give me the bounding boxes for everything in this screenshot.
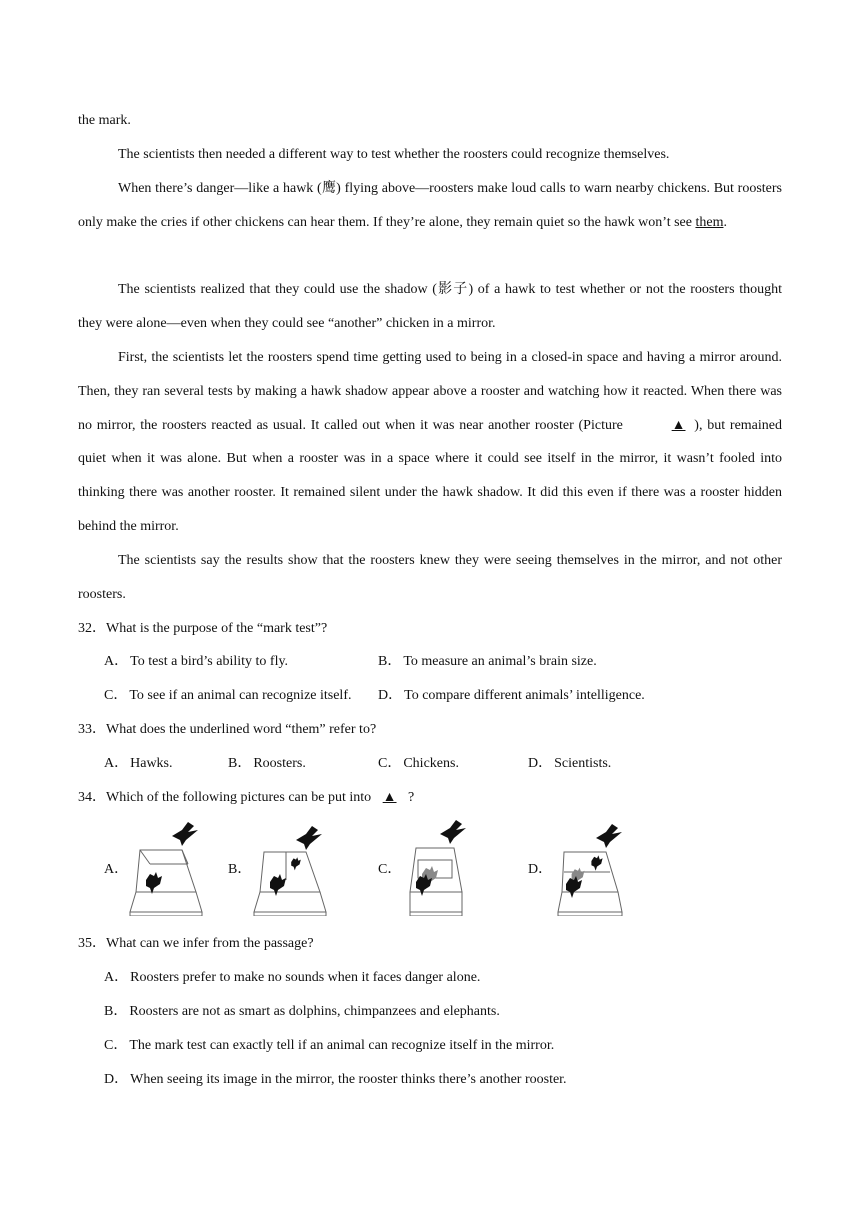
q32-option-b[interactable]	[378, 652, 597, 672]
q35-option-b[interactable]	[104, 1002, 500, 1022]
question-35	[78, 934, 314, 954]
box-enclosure	[130, 850, 202, 916]
rooster-silhouette-icon	[591, 855, 602, 870]
option-letter: C．	[378, 862, 402, 877]
question-number: 34．	[78, 790, 106, 805]
paragraph-4-text-end: ), but remained quiet when it was alone. But when a rooster was in a space where it could see itself in the mirror, it wasn’t fooled into thinking there was another rooster. It remained silent under the hawk shadow. It did this even if there was a rooster hidden behind the mirror.	[78, 417, 782, 534]
option-text: Chickens.	[403, 756, 459, 771]
question-34	[78, 788, 414, 808]
hawk-silhouette-icon	[172, 822, 198, 846]
q35-option-d[interactable]	[104, 1070, 567, 1090]
picture-d	[550, 820, 630, 916]
option-text: To measure an animal’s brain size.	[403, 654, 597, 669]
q34-option-a[interactable]	[104, 820, 214, 916]
option-letter: D．	[528, 756, 553, 771]
passage-paragraph-4	[78, 341, 782, 544]
q35-option-c[interactable]	[104, 1036, 554, 1056]
paragraph-2-end: .	[723, 214, 727, 230]
option-text: Roosters prefer to make no sounds when it faces danger alone.	[130, 970, 481, 985]
question-text: What is the purpose of the “mark test”?	[106, 621, 328, 636]
option-letter: A．	[104, 654, 129, 669]
question-32	[78, 619, 327, 639]
paragraph-4-text: First, the scientists let the roosters spend time getting used to being in a closed-in space and having a mirror around. Then, they ran several tests by making a hawk shadow appear above a rooster and watching how it reacted. When there was no mirror, the roosters reacted as usual. It called out when it was near another rooster (Picture	[78, 350, 782, 433]
q32-option-d[interactable]	[378, 686, 645, 706]
q34-option-c[interactable]	[378, 820, 488, 916]
option-letter: B．	[378, 654, 402, 669]
option-letter: D．	[528, 862, 553, 877]
q32-option-a[interactable]	[104, 652, 288, 672]
rooster-silhouette-icon	[146, 872, 162, 894]
picture-b	[250, 820, 330, 916]
picture-c	[400, 820, 480, 916]
option-text: To see if an animal can recognize itself.	[129, 688, 352, 703]
q33-option-d[interactable]	[528, 754, 611, 774]
picture-blank-mark: ▲	[671, 417, 686, 433]
passage-paragraph-3: The scientists realized that they could use the shadow (影子) of a hawk to test whether or not the roosters thought they were alone—even when they could see “another” chicken in a mirror.	[78, 282, 782, 331]
box-enclosure	[254, 852, 326, 916]
question-tail: ?	[408, 790, 415, 805]
question-text: What can we infer from the passage?	[106, 936, 314, 951]
option-text: Roosters.	[253, 756, 306, 771]
option-letter: C．	[104, 688, 128, 703]
question-number: 32．	[78, 621, 106, 636]
q34-option-b[interactable]	[228, 820, 338, 916]
option-text: The mark test can exactly tell if an animal can recognize itself in the mirror.	[129, 1038, 555, 1053]
question-number: 33．	[78, 722, 106, 737]
option-letter: B．	[228, 756, 252, 771]
option-letter: D．	[378, 688, 403, 703]
option-text: Scientists.	[554, 756, 612, 771]
hawk-silhouette-icon	[296, 826, 322, 850]
option-text: To test a bird’s ability to fly.	[130, 654, 289, 669]
question-text: Which of the following pictures can be put into	[106, 790, 372, 805]
option-letter: C．	[104, 1038, 128, 1053]
option-letter: B．	[228, 862, 252, 877]
option-letter: A．	[104, 756, 129, 771]
q32-option-c[interactable]	[104, 686, 351, 706]
q33-option-c[interactable]	[378, 754, 459, 774]
option-letter: A．	[104, 862, 129, 877]
option-text: Hawks.	[130, 756, 173, 771]
picture-a	[126, 820, 206, 916]
rooster-silhouette-icon	[291, 857, 301, 870]
paragraph-2-text: When there’s danger—like a hawk (鹰) flying above—roosters make loud calls to warn nearby chickens. But roosters only make the cries if other chickens can hear them. If they’re alone, they remain quiet so the hawk won’t see	[78, 181, 782, 230]
option-text: When seeing its image in the mirror, the rooster thinks there’s another rooster.	[130, 1072, 567, 1087]
underlined-word-them: them	[695, 214, 724, 230]
q33-option-a[interactable]	[104, 754, 173, 774]
hawk-silhouette-icon	[440, 820, 466, 844]
option-letter: B．	[104, 1004, 128, 1019]
rooster-silhouette-icon	[270, 874, 286, 896]
question-33	[78, 720, 376, 740]
passage-paragraph-1: The scientists then needed a different way to test whether the roosters could recognize themselves.	[118, 147, 670, 162]
passage-paragraph-5: The scientists say the results show that the roosters knew they were seeing themselves in the mirror, and not other roosters.	[78, 553, 782, 602]
passage-paragraph-2	[78, 172, 782, 240]
q35-option-a[interactable]	[104, 968, 480, 988]
option-text: Roosters are not as smart as dolphins, chimpanzees and elephants.	[129, 1004, 500, 1019]
option-letter: C．	[378, 756, 402, 771]
q33-option-b[interactable]	[228, 754, 306, 774]
question-text: What does the underlined word “them” refer to?	[106, 722, 377, 737]
question-blank-mark: ▲	[382, 790, 397, 805]
passage-line-0: the mark.	[78, 113, 131, 128]
hawk-silhouette-icon	[596, 824, 622, 848]
option-text: To compare different animals’ intelligence.	[404, 688, 645, 703]
option-letter: A．	[104, 970, 129, 985]
option-letter: D．	[104, 1072, 129, 1087]
question-number: 35．	[78, 936, 106, 951]
q34-option-d[interactable]	[528, 820, 638, 916]
